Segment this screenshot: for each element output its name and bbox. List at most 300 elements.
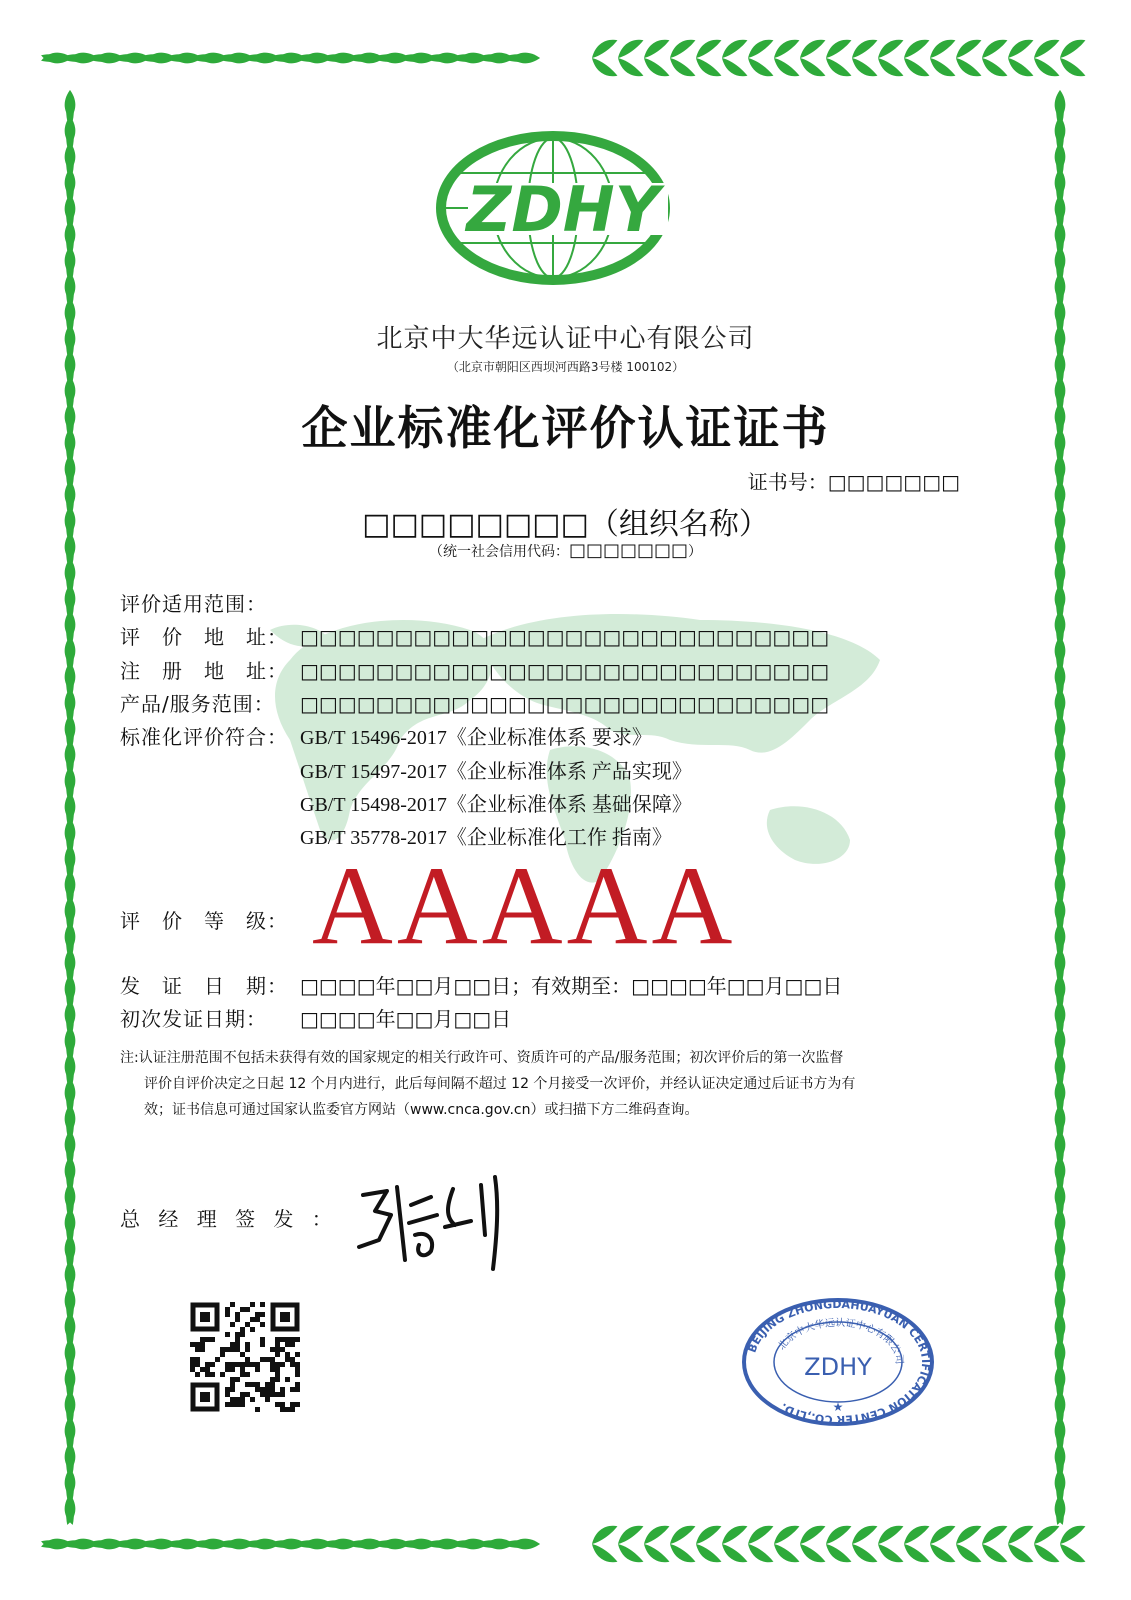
organization-name: □□□□□□□□（组织名称） xyxy=(362,507,769,542)
qr-cell xyxy=(255,1382,260,1387)
laurel-leaf xyxy=(744,58,776,79)
note-line: 评价自评价决定之日起 12 个月内进行，此后每间隔不超过 12 个月接受一次评价，并经认证决定通过后证书方为有 xyxy=(144,1076,856,1092)
laurel-leaf xyxy=(1030,1523,1062,1544)
qr-cell xyxy=(290,1362,295,1367)
qr-cell xyxy=(190,1357,195,1362)
qr-cell xyxy=(290,1357,295,1362)
grade-label: 评 价 等 级： xyxy=(120,909,288,933)
qr-cell xyxy=(275,1347,280,1352)
laurel-leaf xyxy=(588,37,620,58)
qr-cell xyxy=(295,1367,300,1372)
laurel-leaf xyxy=(1030,1544,1062,1565)
qr-cell xyxy=(215,1357,220,1362)
qr-cell xyxy=(295,1352,300,1357)
laurel-leaf xyxy=(796,58,828,79)
laurel-leaf xyxy=(430,47,462,68)
qr-cell xyxy=(260,1322,265,1327)
qr-cell xyxy=(220,1372,225,1377)
laurel-leaf xyxy=(144,1533,176,1554)
laurel-leaf xyxy=(926,1544,958,1565)
qr-cell xyxy=(250,1302,255,1307)
logo-text: ZDHY xyxy=(466,173,660,246)
handwritten-signature xyxy=(345,1165,515,1275)
qr-cell xyxy=(230,1382,235,1387)
qr-cell xyxy=(195,1347,200,1352)
qr-cell xyxy=(225,1387,230,1392)
qr-cell xyxy=(260,1387,265,1392)
qr-cell xyxy=(245,1382,250,1387)
qr-cell xyxy=(225,1312,230,1317)
qr-cell xyxy=(225,1367,230,1372)
laurel-leaf xyxy=(666,1544,698,1565)
laurel-leaf xyxy=(118,1533,150,1554)
qr-cell xyxy=(205,1372,210,1377)
reg-address-row xyxy=(120,655,829,684)
zdhy-logo-icon xyxy=(428,128,698,290)
qr-cell xyxy=(295,1337,300,1342)
qr-cell xyxy=(275,1337,280,1342)
credit-code-label: （统一社会信用代码： xyxy=(428,544,569,560)
laurel-leaf xyxy=(59,1494,80,1526)
laurel-leaf xyxy=(666,58,698,79)
seal-center-text: ZDHY xyxy=(804,1353,872,1381)
certificate-title: 企业标准化评价认证证书 xyxy=(301,401,830,455)
seal-outer-text: BEIJING ZHONGDAHUAYUAN CERTIFICATION CENTER CO.,LTD. xyxy=(745,1297,933,1427)
qr-cell xyxy=(260,1312,265,1317)
laurel-leaf xyxy=(978,37,1010,58)
note-block xyxy=(120,1045,1020,1123)
qr-cell xyxy=(285,1342,290,1347)
qr-cell xyxy=(210,1337,215,1342)
laurel-leaf xyxy=(300,47,332,68)
qr-cell xyxy=(270,1362,275,1367)
laurel-leaf xyxy=(848,58,880,79)
qr-cell xyxy=(220,1347,225,1352)
qr-cell xyxy=(280,1347,285,1352)
star-icon: ★ xyxy=(832,1400,844,1414)
standard-item: GB/T 15497-2017《企业标准体系 产品实现》 xyxy=(300,761,692,783)
product-scope-value: □□□□□□□□□□□□□□□□□□□□□□□□□□□□ xyxy=(300,692,830,716)
laurel-leaf xyxy=(614,37,646,58)
qr-cell xyxy=(240,1362,245,1367)
qr-cell xyxy=(255,1387,260,1392)
laurel-leaf xyxy=(352,1533,384,1554)
laurel-leaf xyxy=(978,1523,1010,1544)
qr-cell xyxy=(255,1362,260,1367)
laurel-leaf xyxy=(822,37,854,58)
laurel-leaf xyxy=(770,1544,802,1565)
qr-cell xyxy=(235,1337,240,1342)
qr-cell xyxy=(280,1337,285,1342)
qr-cell xyxy=(225,1402,230,1407)
qr-cell xyxy=(200,1367,205,1372)
qr-cell xyxy=(230,1302,235,1307)
laurel-leaf xyxy=(614,58,646,79)
laurel-leaf xyxy=(692,37,724,58)
qr-cell xyxy=(280,1387,285,1392)
laurel-leaf xyxy=(404,47,436,68)
laurel-leaf xyxy=(796,1523,828,1544)
issue-date-row xyxy=(120,970,842,999)
qr-cell xyxy=(245,1357,250,1362)
laurel-leaf xyxy=(614,1523,646,1544)
laurel-leaf xyxy=(900,37,932,58)
qr-cell xyxy=(260,1392,265,1397)
laurel-leaf xyxy=(196,47,228,68)
standards-label: 标准化评价符合： xyxy=(120,725,288,749)
laurel-leaf xyxy=(1004,1523,1036,1544)
qr-cell xyxy=(190,1362,195,1367)
laurel-leaf xyxy=(744,1544,776,1565)
laurel-leaf xyxy=(378,1533,410,1554)
first-issue-label: 初次发证日期： xyxy=(120,1007,267,1031)
laurel-leaf xyxy=(326,1533,358,1554)
credit-code xyxy=(0,540,1131,561)
qr-cell xyxy=(275,1362,280,1367)
laurel-leaf xyxy=(1004,58,1036,79)
qr-cell xyxy=(275,1367,280,1372)
qr-cell xyxy=(285,1407,290,1412)
laurel-leaf xyxy=(978,58,1010,79)
qr-cell xyxy=(230,1387,235,1392)
qr-cell xyxy=(195,1357,200,1362)
qr-cell xyxy=(265,1357,270,1362)
qr-cell xyxy=(200,1347,205,1352)
standard-item: GB/T 35778-2017《企业标准化工作 指南》 xyxy=(300,827,672,849)
qr-cell xyxy=(205,1337,210,1342)
laurel-leaf xyxy=(456,1533,488,1554)
laurel-leaf xyxy=(874,58,906,79)
laurel-leaf xyxy=(1004,1544,1036,1565)
qr-cell xyxy=(275,1352,280,1357)
laurel-leaf xyxy=(744,37,776,58)
laurel-leaf xyxy=(588,1544,620,1565)
qr-cell xyxy=(260,1302,265,1307)
qr-cell xyxy=(240,1402,245,1407)
laurel-leaf xyxy=(848,1544,880,1565)
laurel-leaf xyxy=(196,1533,228,1554)
credit-code-value: □□□□□□□ xyxy=(568,540,689,561)
qr-cell xyxy=(225,1392,230,1397)
qr-cell xyxy=(290,1387,295,1392)
laurel-leaf xyxy=(666,37,698,58)
laurel-leaf xyxy=(874,1544,906,1565)
certificate-number xyxy=(600,466,960,495)
qr-cell xyxy=(280,1402,285,1407)
qr-cell xyxy=(195,1342,200,1347)
laurel-leaf xyxy=(1004,37,1036,58)
qr-cell xyxy=(245,1322,250,1327)
qr-cell xyxy=(235,1397,240,1402)
qr-cell xyxy=(230,1402,235,1407)
qr-cell xyxy=(235,1347,240,1352)
qr-cell xyxy=(190,1367,195,1372)
standards-row xyxy=(120,721,300,750)
laurel-leaf xyxy=(248,47,280,68)
laurel-leaf xyxy=(92,1533,124,1554)
qr-cell xyxy=(290,1337,295,1342)
qr-cell xyxy=(240,1372,245,1377)
laurel-leaf xyxy=(1030,58,1062,79)
qr-cell xyxy=(230,1347,235,1352)
qr-cell xyxy=(195,1362,200,1367)
reg-address-value: □□□□□□□□□□□□□□□□□□□□□□□□□□□□ xyxy=(300,659,830,683)
laurel-leaf xyxy=(456,47,488,68)
qr-cell xyxy=(260,1357,265,1362)
qr-cell xyxy=(265,1392,270,1397)
laurel-leaf xyxy=(588,1523,620,1544)
certificate-number-label: 证书号： xyxy=(747,470,828,494)
qr-cell xyxy=(285,1352,290,1357)
qr-cell xyxy=(280,1407,285,1412)
laurel-leaf xyxy=(588,58,620,79)
eval-address-value: □□□□□□□□□□□□□□□□□□□□□□□□□□□□ xyxy=(300,625,830,649)
laurel-leaf xyxy=(482,1533,514,1554)
laurel-leaf xyxy=(718,1544,750,1565)
qr-cell xyxy=(200,1342,205,1347)
laurel-leaf xyxy=(822,1544,854,1565)
company-seal xyxy=(740,1297,936,1427)
issue-date-label: 发 证 日 期： xyxy=(120,974,288,998)
laurel-leaf xyxy=(874,1523,906,1544)
laurel-leaf xyxy=(796,37,828,58)
qr-cell xyxy=(235,1312,240,1317)
certificate-number-value: □□□□□□□ xyxy=(827,470,960,494)
laurel-leaf xyxy=(66,1533,98,1554)
qr-cell xyxy=(280,1392,285,1397)
qr-cell xyxy=(240,1307,245,1312)
qr-cell xyxy=(205,1367,210,1372)
laurel-leaf xyxy=(874,37,906,58)
laurel-leaf xyxy=(926,1523,958,1544)
qr-cell xyxy=(230,1377,235,1382)
qr-cell xyxy=(225,1347,230,1352)
laurel-leaf xyxy=(40,1533,72,1554)
qr-cell xyxy=(255,1312,260,1317)
qr-cell xyxy=(225,1362,230,1367)
grade-value: AAAAA xyxy=(312,844,737,968)
qr-cell xyxy=(255,1317,260,1322)
issue-date-value: □□□□年□□月□□日；有效期至：□□□□年□□月□□日 xyxy=(300,974,843,998)
qr-cell xyxy=(240,1327,245,1332)
laurel-leaf xyxy=(718,58,750,79)
qr-cell xyxy=(255,1367,260,1372)
signer-label: 总 经 理 签 发 ： xyxy=(120,1207,338,1231)
standard-item: GB/T 15496-2017《企业标准体系 要求》 xyxy=(300,727,652,749)
qr-cell xyxy=(225,1332,230,1337)
laurel-leaf xyxy=(770,58,802,79)
laurel-leaf xyxy=(770,37,802,58)
standard-item: GB/T 15498-2017《企业标准体系 基础保障》 xyxy=(300,794,692,816)
laurel-leaf xyxy=(352,47,384,68)
laurel-leaf xyxy=(848,1523,880,1544)
qr-cell xyxy=(240,1397,245,1402)
qr-cell xyxy=(250,1317,255,1322)
reg-address-label: 注 册 地 址： xyxy=(120,659,288,683)
qr-cell xyxy=(270,1347,275,1352)
laurel-leaf xyxy=(40,47,72,68)
laurel-leaf xyxy=(1030,37,1062,58)
laurel-leaf xyxy=(1056,1523,1088,1544)
credit-code-close: ） xyxy=(688,544,703,560)
laurel-leaf xyxy=(640,1544,672,1565)
laurel-leaf xyxy=(744,1523,776,1544)
qr-cell xyxy=(195,1372,200,1377)
qr-cell xyxy=(230,1397,235,1402)
laurel-leaf xyxy=(718,1523,750,1544)
laurel-leaf xyxy=(222,47,254,68)
laurel-leaf xyxy=(144,47,176,68)
qr-cell xyxy=(235,1332,240,1337)
laurel-leaf xyxy=(248,1533,280,1554)
qr-cell xyxy=(295,1362,300,1367)
qr-cell xyxy=(255,1407,260,1412)
laurel-leaf xyxy=(326,47,358,68)
scope-row xyxy=(120,588,300,617)
qr-cell xyxy=(265,1387,270,1392)
qr-cell xyxy=(295,1372,300,1377)
qr-cell xyxy=(190,1342,195,1347)
qr-cell xyxy=(290,1342,295,1347)
laurel-leaf xyxy=(640,58,672,79)
laurel-leaf xyxy=(1056,37,1088,58)
qr-cell xyxy=(260,1342,265,1347)
qr-cell xyxy=(295,1382,300,1387)
laurel-leaf xyxy=(66,47,98,68)
qr-cell xyxy=(210,1372,215,1377)
laurel-leaf xyxy=(508,1533,540,1554)
company-address: （北京市朝阳区西坝河西路3号楼 100102） xyxy=(446,360,685,374)
qr-cell xyxy=(250,1382,255,1387)
qr-cell xyxy=(240,1332,245,1337)
qr-cell xyxy=(230,1342,235,1347)
qr-cell xyxy=(235,1342,240,1347)
qr-cell xyxy=(275,1372,280,1377)
qr-cell xyxy=(240,1367,245,1372)
qr-cell xyxy=(270,1357,275,1362)
qr-cell xyxy=(240,1392,245,1397)
qr-cell xyxy=(220,1352,225,1357)
laurel-leaf xyxy=(222,1533,254,1554)
qr-cell xyxy=(285,1337,290,1342)
qr-cell xyxy=(230,1362,235,1367)
product-scope-row xyxy=(120,688,829,717)
qr-cell xyxy=(235,1317,240,1322)
qr-cell xyxy=(270,1367,275,1372)
qr-cell xyxy=(230,1367,235,1372)
laurel-leaf xyxy=(692,1544,724,1565)
qr-cell xyxy=(245,1392,250,1397)
laurel-leaf xyxy=(900,58,932,79)
laurel-leaf xyxy=(900,1523,932,1544)
qr-cell xyxy=(265,1397,270,1402)
qr-cell xyxy=(275,1392,280,1397)
qr-cell xyxy=(245,1347,250,1352)
laurel-leaf xyxy=(822,58,854,79)
laurel-leaf xyxy=(1056,58,1088,79)
laurel-leaf xyxy=(796,1544,828,1565)
laurel-leaf xyxy=(170,47,202,68)
scope-label: 评价适用范围： xyxy=(120,592,267,616)
qr-cell xyxy=(260,1337,265,1342)
laurel-leaf xyxy=(482,47,514,68)
qr-cell xyxy=(270,1377,275,1382)
laurel-leaf xyxy=(300,1533,332,1554)
qr-cell xyxy=(250,1397,255,1402)
grade-row xyxy=(120,905,300,934)
laurel-leaf xyxy=(378,47,410,68)
laurel-leaf xyxy=(952,1544,984,1565)
laurel-leaf xyxy=(926,37,958,58)
qr-cell xyxy=(245,1307,250,1312)
laurel-leaf xyxy=(952,58,984,79)
qr-cell xyxy=(270,1382,275,1387)
laurel-leaf xyxy=(952,37,984,58)
qr-cell xyxy=(290,1407,295,1412)
company-name: 北京中大华远认证中心有限公司 xyxy=(376,324,755,354)
qr-cell xyxy=(235,1377,240,1382)
qr-cell xyxy=(240,1352,245,1357)
laurel-leaf xyxy=(614,1544,646,1565)
qr-cell xyxy=(235,1362,240,1367)
qr-code-icon xyxy=(190,1302,300,1412)
product-scope-label: 产品/服务范围： xyxy=(120,692,275,716)
qr-cell xyxy=(235,1402,240,1407)
qr-cell xyxy=(270,1387,275,1392)
laurel-leaf xyxy=(926,58,958,79)
laurel-leaf xyxy=(640,37,672,58)
laurel-leaf xyxy=(692,1523,724,1544)
laurel-leaf xyxy=(1049,1494,1070,1526)
qr-cell xyxy=(225,1307,230,1312)
qr-cell xyxy=(265,1382,270,1387)
qr-cell xyxy=(245,1362,250,1367)
qr-cell xyxy=(275,1342,280,1347)
laurel-leaf xyxy=(92,47,124,68)
qr-cell xyxy=(250,1362,255,1367)
qr-cell xyxy=(245,1342,250,1347)
laurel-leaf xyxy=(666,1523,698,1544)
qr-cell xyxy=(290,1402,295,1407)
note-line: 注:认证注册范围不包括未获得有效的国家规定的相关行政许可、资质许可的产品/服务范围；初次评价后的第一次监督 xyxy=(120,1050,844,1066)
laurel-leaf xyxy=(274,47,306,68)
qr-cell xyxy=(280,1362,285,1367)
qr-cell xyxy=(295,1387,300,1392)
laurel-leaf xyxy=(900,1544,932,1565)
laurel-leaf xyxy=(404,1533,436,1554)
qr-cell xyxy=(295,1402,300,1407)
qr-cell xyxy=(275,1377,280,1382)
laurel-leaf xyxy=(508,47,540,68)
laurel-leaf xyxy=(770,1523,802,1544)
qr-cell xyxy=(205,1362,210,1367)
laurel-leaf xyxy=(848,37,880,58)
first-issue-row xyxy=(120,1003,511,1032)
qr-cell xyxy=(200,1337,205,1342)
laurel-leaf xyxy=(118,47,150,68)
laurel-leaf xyxy=(430,1533,462,1554)
laurel-leaf xyxy=(952,1523,984,1544)
eval-address-row xyxy=(120,621,829,650)
laurel-leaf xyxy=(640,1523,672,1544)
first-issue-value: □□□□年□□月□□日 xyxy=(300,1007,512,1031)
eval-address-label: 评 价 地 址： xyxy=(120,625,288,649)
qr-cell xyxy=(245,1372,250,1377)
note-line: 效；证书信息可通过国家认监委官方网站（www.cnca.gov.cn）或扫描下方二维码查询。 xyxy=(144,1102,699,1118)
laurel-leaf xyxy=(692,58,724,79)
laurel-leaf xyxy=(1056,1544,1088,1565)
qr-cell xyxy=(270,1392,275,1397)
